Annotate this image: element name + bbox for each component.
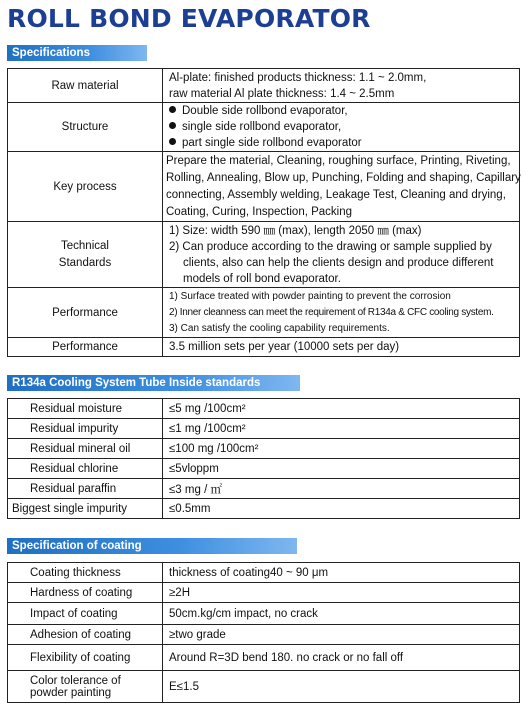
- row-label: Impact of coating: [8, 603, 163, 625]
- bullet-icon: [169, 106, 176, 113]
- row-label: Color tolerance of powder painting: [8, 671, 163, 703]
- row-label: Residual moisture: [8, 399, 163, 419]
- table-row: [8, 583, 520, 603]
- row-value: ≥2H: [163, 583, 520, 603]
- row-label: Hardness of coating: [8, 583, 163, 603]
- row-value: ≤3 mg / ㎡: [163, 479, 520, 499]
- row-label: Performance: [8, 338, 163, 357]
- row-value: 1) Surface treated with powder painting to prevent the corrosion 2) Inner cleanness can meet the requirement of R134a & CFC cooling system. 3) Can satisfy the cooling capability requirements.: [163, 288, 520, 338]
- coating-table: [7, 562, 520, 703]
- page-title: ROLL BOND EVAPORATOR: [7, 4, 371, 33]
- row-label: Residual mineral oil: [8, 439, 163, 459]
- table-row: [8, 645, 520, 671]
- table-row: [8, 69, 520, 103]
- table-row: [8, 459, 520, 479]
- row-value: Prepare the material, Cleaning, roughing surface, Printing, Riveting, Rolling, Annealing, Blow up, Punching, Folding and shaping, Capillary connecting, Assembly welding, Leakage Test, Cleaning and drying, Coating, Curing, Inspection, Packing: [163, 152, 520, 222]
- row-label: Performance: [8, 288, 163, 338]
- table-row: [8, 338, 520, 357]
- row-value: E≤1.5: [163, 671, 520, 703]
- row-label: Technical Standards: [8, 222, 163, 288]
- r134a-table: [7, 398, 520, 519]
- table-row: [8, 288, 520, 338]
- bullet-icon: [169, 122, 176, 129]
- row-value: 3.5 million sets per year (10000 sets per day): [163, 338, 520, 357]
- row-label: Residual chlorine: [8, 459, 163, 479]
- row-label: Adhesion of coating: [8, 625, 163, 645]
- row-value: ≥two grade: [163, 625, 520, 645]
- row-label: Coating thickness: [8, 563, 163, 583]
- table-row: [8, 222, 520, 288]
- row-value: Around R=3D bend 180. no crack or no fall off: [163, 645, 520, 671]
- table-row: [8, 152, 520, 222]
- section-header-specifications: Specifications: [7, 45, 147, 61]
- row-label: Raw material: [8, 69, 163, 103]
- table-row: [8, 625, 520, 645]
- table-row: [8, 399, 520, 419]
- row-label: Biggest single impurity: [8, 499, 163, 519]
- row-label: Flexibility of coating: [8, 645, 163, 671]
- section-header-r134a: R134a Cooling System Tube Inside standards: [7, 375, 300, 391]
- table-row: [8, 671, 520, 703]
- specifications-table: [7, 68, 520, 357]
- row-value: ≤0.5mm: [163, 499, 520, 519]
- table-row: [8, 439, 520, 459]
- bullet-icon: [169, 138, 176, 145]
- row-value: ≤5vloppm: [163, 459, 520, 479]
- row-value: 50cm.kg/cm impact, no crack: [163, 603, 520, 625]
- table-row: [8, 479, 520, 499]
- row-value: ≤100 mg /100cm²: [163, 439, 520, 459]
- row-value: Double side rollbond evaporator, single side rollbond evaporator, part single side rollbond evaporator: [163, 103, 520, 152]
- row-value: ≤1 mg /100cm²: [163, 419, 520, 439]
- row-label: Structure: [8, 103, 163, 152]
- row-label: Key process: [8, 152, 163, 222]
- table-row: [8, 103, 520, 152]
- table-row: [8, 563, 520, 583]
- row-value: 1) Size: width 590 ㎜ (max), length 2050 ㎜ (max) 2) Can produce according to the drawing or sample supplied by clients, also can help the clients design and produce different models of roll bond evaporator.: [163, 222, 520, 288]
- table-row: [8, 419, 520, 439]
- section-header-coating: Specification of coating: [7, 538, 297, 554]
- row-value: Al-plate: finished products thickness: 1.1 ~ 2.0mm, raw material Al plate thickness: 1.4 ~ 2.5mm: [163, 69, 520, 103]
- row-value: thickness of coating40 ~ 90 μm: [163, 563, 520, 583]
- row-label: Residual paraffin: [8, 479, 163, 499]
- table-row: [8, 603, 520, 625]
- row-value: ≤5 mg /100cm²: [163, 399, 520, 419]
- table-row: [8, 499, 520, 519]
- row-label: Residual impurity: [8, 419, 163, 439]
